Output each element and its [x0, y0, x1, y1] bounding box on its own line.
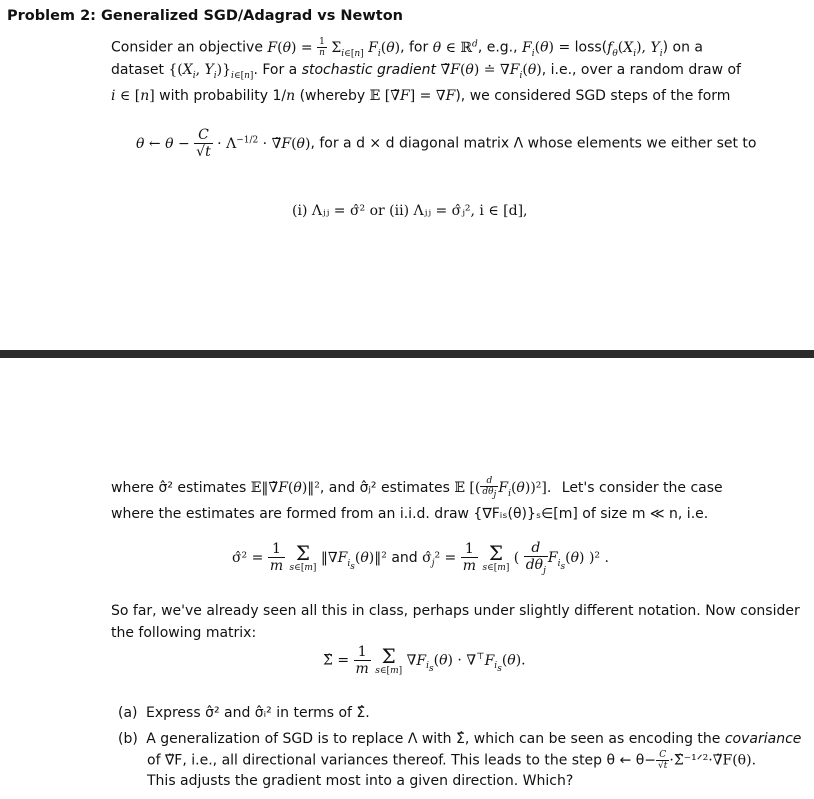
intro-line-3: i ∈ [n] with probability 1/n (whereby 𝔼 [∇̃F] = ∇F), we considered SGD steps of the form [111, 88, 731, 104]
math-objective: F(θ) = $\frac{1}{n}$ $\Sigma_{i\in[n]}$ $F_i(\theta)$ [267, 37, 401, 59]
question-b-line-3: This adjusts the gradient most into a given direction. Which? [147, 773, 574, 789]
math-step: ·Σ̂⁻¹ᐟ²·∇̃F(θ). [669, 752, 757, 769]
intro-line-2 [111, 62, 741, 81]
intro-text: with probability 1/ [154, 88, 287, 104]
estimator-formulas: σ̂² = $\frac{1}{m}$ Σ s∈[m] $‖\nabla F_{i_s}(\theta)‖^2$ and $\sigmâ_j^2$ = $\frac{1}{m}$ Σ s∈[m] ( $\frac{d}{d\theta_j}$ $F_{i_s}(\theta)$ )² . [232, 540, 609, 576]
body-text: Let's consider the case [561, 479, 723, 496]
body-text: where σ̂² estimates [111, 479, 251, 496]
question-text: A generalization of SGD is to replace Λ with Σ̂, which can be seen as encoding the [146, 731, 725, 747]
part2-line-3: So far, we've already seen all this in class, perhaps under slightly different notation. Now consider [111, 603, 800, 619]
math-dataset: {($X_i$, $Y_i)\}_{i\in[n]}$ [168, 62, 254, 81]
math-norm-estimate: 𝔼‖∇̃F(θ)‖² [250, 479, 320, 496]
math-update: θ ← θ − $\frac{C}{√t}$ · $\Lambda^{-1/2}$ · ∇̃F(θ) [136, 127, 311, 160]
question-text: Express σ̂² and σ̂ᵢ² in terms of Σ̂. [145, 705, 370, 721]
math-domain: θ ∈ ℝ$^d$ [432, 38, 478, 56]
intro-text: , for [400, 39, 433, 56]
math-index: i ∈ [n] [111, 88, 155, 104]
body-text: , and σ̂ⱼ² estimates [319, 479, 455, 496]
intro-text: dataset [111, 62, 169, 78]
lambda-options: (i) Λⱼⱼ = σ̂² or (ii) Λⱼⱼ = σ̂ⱼ², i ∈ [d], [292, 203, 528, 219]
math-coord-estimate: 𝔼 [( $\frac{d}{d\theta_j}$ $F_i(\theta))^2$]. [454, 476, 556, 500]
part2-line-4: the following matrix: [111, 625, 257, 641]
and-word: and [391, 549, 418, 566]
question-label: (a) [118, 705, 138, 721]
question-text: of ∇̃F, i.e., all directional variances thereof. This leads to the step θ ← θ− [147, 752, 657, 769]
intro-text: ) on a [662, 39, 703, 56]
question-b-line-1 [118, 731, 801, 747]
intro-line-1 [111, 37, 703, 58]
math-fi: $F_i(\theta)$ [522, 39, 554, 59]
math-stoch-grad: ∇̃F(θ) ≐ $\nabla F_i(\theta)$ [440, 62, 542, 81]
emphasis-text: stochastic gradient [301, 62, 436, 78]
question-b-line-2: of ∇̃F, i.e., all directional variances thereof. This leads to the step θ ← θ− $\frac{C}{√t}$ ·Σ̂⁻¹ᐟ²·∇̃F(θ). [147, 750, 757, 771]
intro-text: . For a [253, 62, 302, 78]
part2-line-1 [111, 476, 723, 500]
intro-text: , i.e., over a random draw of [541, 62, 741, 78]
intro-text: (whereby [295, 88, 370, 104]
emphasis-text: covariance [724, 731, 802, 747]
covariance-formula: Σ̂ = $\frac{1}{m}$ Σ s∈[m] $\nabla F_{i_s}(\theta) \cdot \nabla^⊤F_{i_s}(\theta)$. [323, 643, 526, 677]
intro-text: , e.g., [477, 39, 523, 56]
intro-text: = loss( [554, 39, 608, 56]
question-a [118, 705, 370, 721]
part2-line-2: where the estimates are formed from an i.i.d. draw {∇Fᵢₛ(θ)}ₛ∈[m] of size m ≪ n, i.e. [111, 506, 709, 522]
intro-text: , for a d × d diagonal matrix Λ whose elements we either set to [310, 135, 757, 152]
problem-title: Problem 2: Generalized SGD/Adagrad vs Newton [7, 8, 404, 24]
intro-text: Consider an objective [111, 39, 268, 56]
math-unbiased: 𝔼 [∇̃F] = ∇F [369, 88, 456, 104]
page-divider [0, 350, 814, 358]
update-rule [136, 127, 756, 160]
question-label: (b) [118, 731, 138, 747]
math-loss-args: $f_\theta(X_i)$, $Y_i$ [607, 39, 663, 59]
intro-text: ), we considered SGD steps of the form [455, 88, 731, 104]
